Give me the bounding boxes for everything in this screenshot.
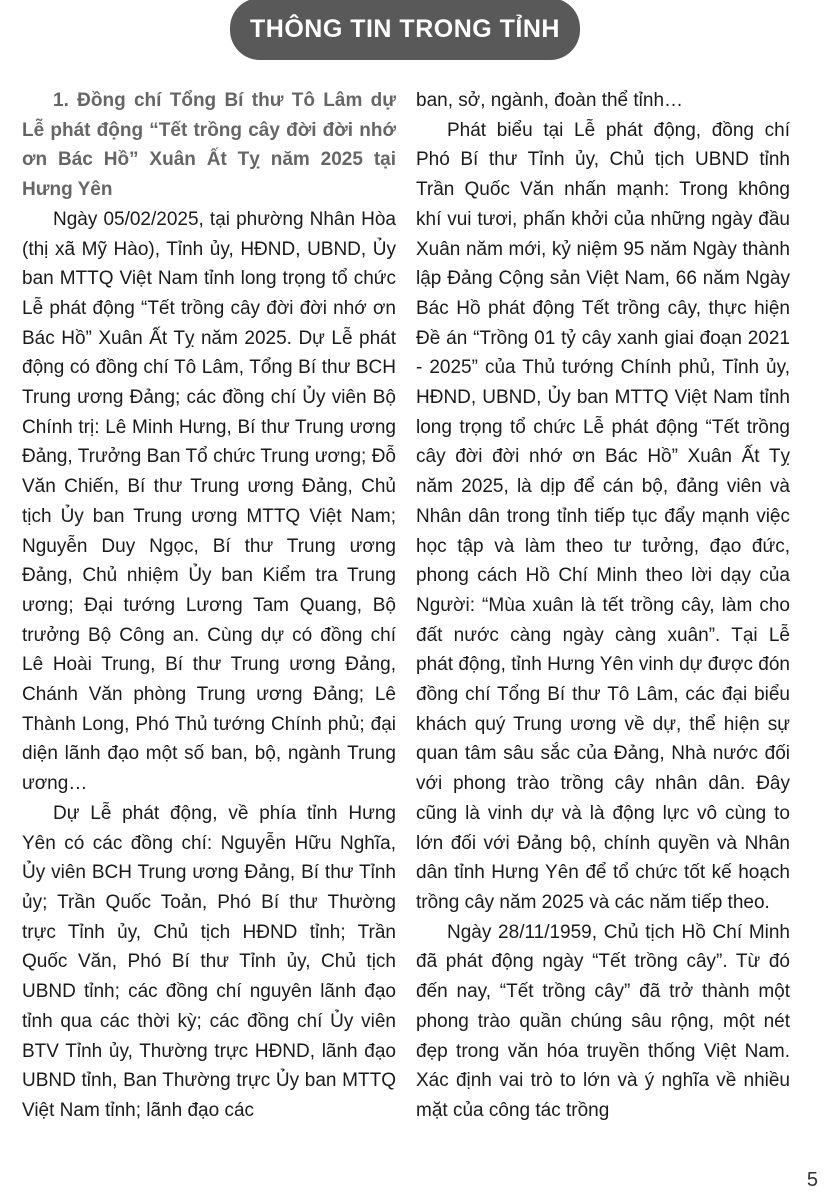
page-number: 5: [806, 1169, 818, 1191]
right-column: [416, 86, 790, 1126]
paragraph: Ngày 05/02/2025, tại phường Nhân Hòa (thị xã Mỹ Hào), Tỉnh ủy, HĐND, UBND, Ủy ban MTTQ Việt Nam tỉnh long trọng tổ chức Lễ phát động “Tết trồng cây đời đời nhớ ơn Bác Hồ” Xuân Ất Tỵ năm 2025. Dự Lễ phát động có đồng chí Tô Lâm, Tổng Bí thư BCH Trung ương Đảng; các đồng chí Ủy viên Bộ Chính trị: Lê Minh Hưng, Bí thư Trung ương Đảng, Trưởng Ban Tổ chức Trung ương; Đỗ Văn Chiến, Bí thư Trung ương Đảng, Chủ tịch Ủy ban Trung ương MTTQ Việt Nam; Nguyễn Duy Ngọc, Bí thư Trung ương Đảng, Chủ nhiệm Ủy ban Kiểm tra Trung ương; Đại tướng Lương Tam Quang, Bộ trưởng Bộ Công an. Cùng dự có đồng chí Lê Hoài Trung, Bí thư Trung ương Đảng, Chánh Văn phòng Trung ương Đảng; Lê Thành Long, Phó Thủ tướng Chính phủ; đại diện lãnh đạo một số ban, bộ, ngành Trung ương…: [22, 208, 396, 795]
paragraph: Phát biểu tại Lễ phát động, đồng chí Phó Bí thư Tỉnh ủy, Chủ tịch UBND tỉnh Trần Quốc Văn nhấn mạnh: Trong không khí vui tươi, phấn khởi của những ngày đầu Xuân năm mới, kỷ niệm 95 năm Ngày thành lập Đảng Cộng sản Việt Nam, 66 năm Ngày Bác Hồ phát động Tết trồng cây, thực hiện Đề án “Trồng 01 tỷ cây xanh giai đoạn 2021 - 2025” của Thủ tướng Chính phủ, Tỉnh ủy, HĐND, UBND, Ủy ban MTTQ Việt Nam tỉnh long trọng tổ chức Lễ phát động “Tết trồng cây đời đời nhớ ơn Bác Hồ” Xuân Ất Tỵ năm 2025, là dịp để cán bộ, đảng viên và Nhân dân trong tỉnh tiếp tục đẩy mạnh việc học tập và làm theo tư tưởng, đạo đức, phong cách Hồ Chí Minh theo lời dạy của Người: “Mùa xuân là tết trồng cây, làm cho đất nước càng ngày càng xuân”. Tại Lễ phát động, tỉnh Hưng Yên vinh dự được đón đồng chí Tổng Bí thư Tô Lâm, các đại biểu khách quý Trung ương về dự, thể hiện sự quan tâm sâu sắc của Đảng, Nhà nước đối với phong trào trồng cây nhân dân. Đây cũng là vinh dự và là động lực vô cùng to lớn đối với Đảng bộ, chính quyền và Nhân dân tỉnh Hưng Yên để tổ chức tốt kế hoạch trồng cây năm 2025 và các năm tiếp theo.: [416, 119, 790, 913]
paragraph-continuation: ban, sở, ngành, đoàn thể tỉnh…: [416, 90, 684, 111]
section-title: THÔNG TIN TRONG TỈNH: [250, 14, 560, 43]
article-title: 1. Đồng chí Tổng Bí thư Tô Lâm dự Lễ phát động “Tết trồng cây đời đời nhớ ơn Bác Hồ” Xuân Ất Tỵ năm 2025 tại Hưng Yên: [22, 90, 396, 201]
paragraph: Dự Lễ phát động, về phía tỉnh Hưng Yên có các đồng chí: Nguyễn Hữu Nghĩa, Ủy viên BCH Trung ương Đảng, Bí thư Tỉnh ủy; Trần Quốc Toản, Phó Bí thư Thường trực Tỉnh ủy, Chủ tịch HĐND tỉnh; Trần Quốc Văn, Phó Bí thư Tỉnh ủy, Chủ tịch UBND tỉnh; các đồng chí nguyên lãnh đạo tỉnh qua các thời kỳ; các đồng chí Ủy viên BTV Tỉnh ủy, Thường trực HĐND, lãnh đạo UBND tỉnh, Ban Thường trực Ủy ban MTTQ Việt Nam tỉnh; lãnh đạo các: [22, 802, 396, 1121]
paragraph: Ngày 28/11/1959, Chủ tịch Hồ Chí Minh đã phát động ngày “Tết trồng cây”. Từ đó đến nay, “Tết trồng cây” đã trở thành một phong trào quần chúng sâu rộng, một nét đẹp trong văn hóa truyền thống Việt Nam. Xác định vai trò to lớn và ý nghĩa về nhiều mặt của công tác trồng: [416, 921, 790, 1121]
section-header: [230, 0, 580, 60]
left-column: [22, 86, 396, 1126]
